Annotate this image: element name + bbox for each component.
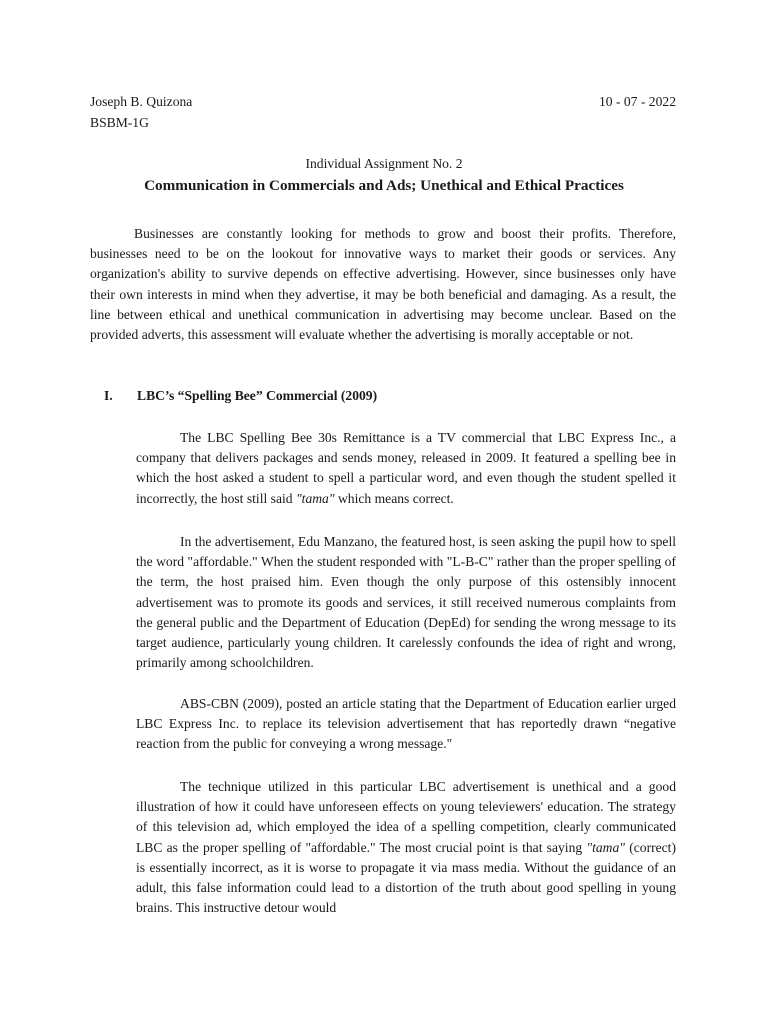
- section-title: LBC’s “Spelling Bee” Commercial (2009): [137, 388, 378, 403]
- paragraph-4-text-end: (correct) is essentially incorrect, as it is worse to propagate it via mass media. Without the guidance of an adult, this false information could lead to a distortion of the truth about good spelling in young brains. This instructive detour would: [136, 839, 676, 916]
- course-section: BSBM-1G: [90, 115, 149, 130]
- paragraph-4-text: The technique utilized in this particular LBC advertisement is unethical and a good illustration of how it could have unforeseen effects on young televiewers' education. The strategy of this television ad, which employed the idea of a spelling competition, clearly communicated LBC as the proper spelling of "affordable." The most crucial point is that saying: [136, 779, 676, 855]
- section-number: I.: [104, 388, 113, 403]
- paragraph-4-emphasis: "tama": [586, 839, 625, 855]
- paragraph-1: [136, 428, 676, 509]
- paragraph-1-emphasis: "tama": [295, 490, 335, 506]
- paragraph-3: ABS-CBN (2009), posted an article stating that the Department of Education earlier urged LBC Express Inc. to replace its television advertisement that has reportedly drawn “negative reaction from the public for conveying a wrong message.": [136, 696, 676, 752]
- section-heading: [104, 386, 377, 406]
- date: 10 - 07 - 2022: [598, 94, 676, 109]
- intro-paragraph: Businesses are constantly looking for methods to grow and boost their profits. Therefore, businesses need to be on the lookout for innovative ways to market their goods or services. Any organization's ability to survive depends on effective advertising. However, since businesses only have their own interests in mind when they advertise, it may be both beneficial and damaging. As a result, the line between ethical and unethical communication in advertising may become unclear. Based on the provided adverts, this assessment will evaluate whether the advertising is morally acceptable or not.: [90, 226, 676, 343]
- paragraph-1-text: The LBC Spelling Bee 30s Remittance is a TV commercial that LBC Express Inc., a company that delivers packages and sends money, released in 2009. It featured a spelling bee in which the host asked a student to spell a particular word, and even though the student spelled it incorrectly, the host still said: [136, 430, 676, 506]
- paragraph-4: [136, 777, 676, 918]
- paragraph-2: In the advertisement, Edu Manzano, the featured host, is seen asking the pupil how to spell the word "affordable." When the student responded with "L-B-C" rather than the proper spelling of the term, the host praised him. Even though the only purpose of this ostensibly innocent advertisement was to promote its goods and services, it still received numerous complaints from the general public and the Department of Education (DepEd) for sending the wrong message to its target audience, particularly young children. It carelessly confounds the idea of right and wrong, primarily among schoolchildren.: [136, 534, 676, 671]
- document-title: Communication in Commercials and Ads; Unethical and Ethical Practices: [144, 177, 624, 194]
- author-name: Joseph B. Quizona: [90, 94, 193, 109]
- paragraph-1-text-end: which means correct.: [334, 490, 454, 506]
- header-row: [90, 92, 676, 112]
- assignment-label: Individual Assignment No. 2: [305, 156, 463, 171]
